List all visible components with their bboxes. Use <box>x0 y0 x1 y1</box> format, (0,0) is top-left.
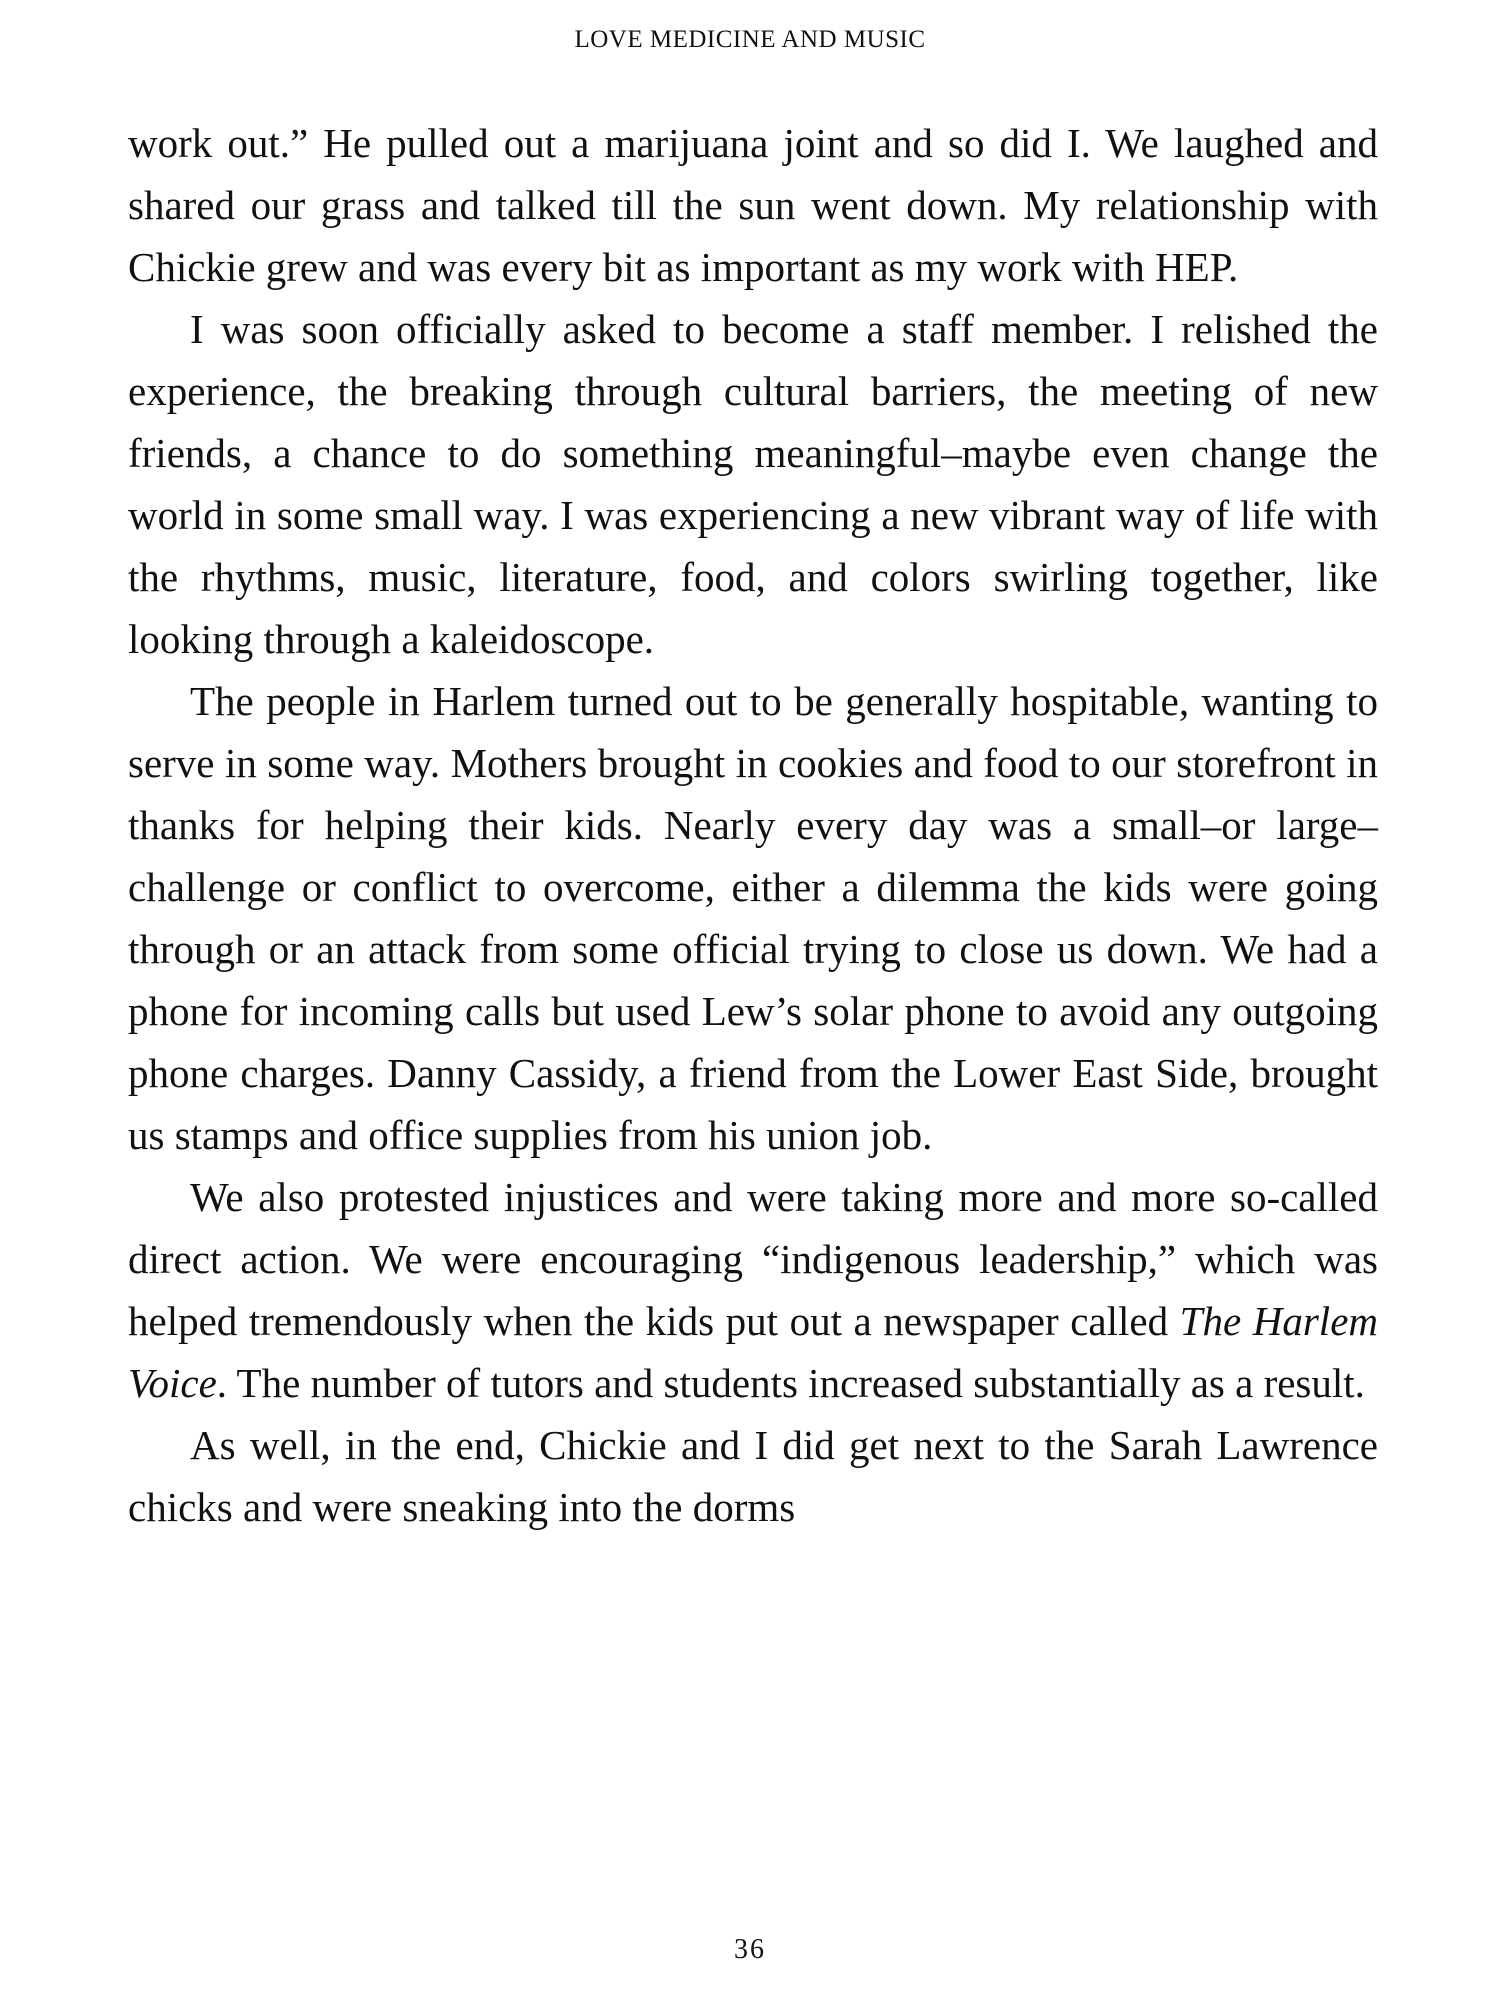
body-text <box>128 112 1378 1538</box>
paragraph-2: I was soon officially asked to become a staff member. I relished the experience, the breaking through cultural barriers, the meeting of new friends, a chance to do something meaningful–maybe even change the world in some small way. I was experiencing a new vibrant way of life with the rhythms, music, literature, food, and colors swirling together, like looking through a kaleidoscope. <box>128 306 1378 662</box>
paragraph-4 <box>128 1166 1378 1414</box>
paragraph-1: work out.” He pulled out a marijuana joint and so did I. We laughed and shared our grass and talked till the sun went down. My relationship with Chickie grew and was every bit as important as my work with HEP. <box>128 120 1378 290</box>
paragraph-5: As well, in the end, Chickie and I did get next to the Sarah Lawrence chicks and were sneaking into the dorms <box>128 1422 1378 1530</box>
paragraph-3: The people in Harlem turned out to be generally hospitable, wanting to serve in some way. Mothers brought in cookies and food to our storefront in thanks for helping their kids. Nearly every day was a small–or large–challenge or conflict to overcome, either a dilemma the kids were going through or an attack from some official trying to close us down. We had a phone for incoming calls but used Lew’s solar phone to avoid any outgoing phone charges. Danny Cassidy, a friend from the Lower East Side, brought us stamps and office supplies from his union job. <box>128 678 1378 1158</box>
page-number: 36 <box>734 1934 766 1965</box>
paragraph-4-text-start: We also protested injustices and were taking more and more so-called direct action. We were encouraging “indigenous leadership,” which was helped tremendously when the kids put out a newspaper called <box>128 1174 1378 1344</box>
paragraph-4-text-end: . The number of tutors and students increased substantially as a result. <box>216 1360 1365 1406</box>
running-head: LOVE MEDICINE AND MUSIC <box>574 26 926 53</box>
newspaper-title: The Harlem Voice <box>128 1298 1378 1406</box>
